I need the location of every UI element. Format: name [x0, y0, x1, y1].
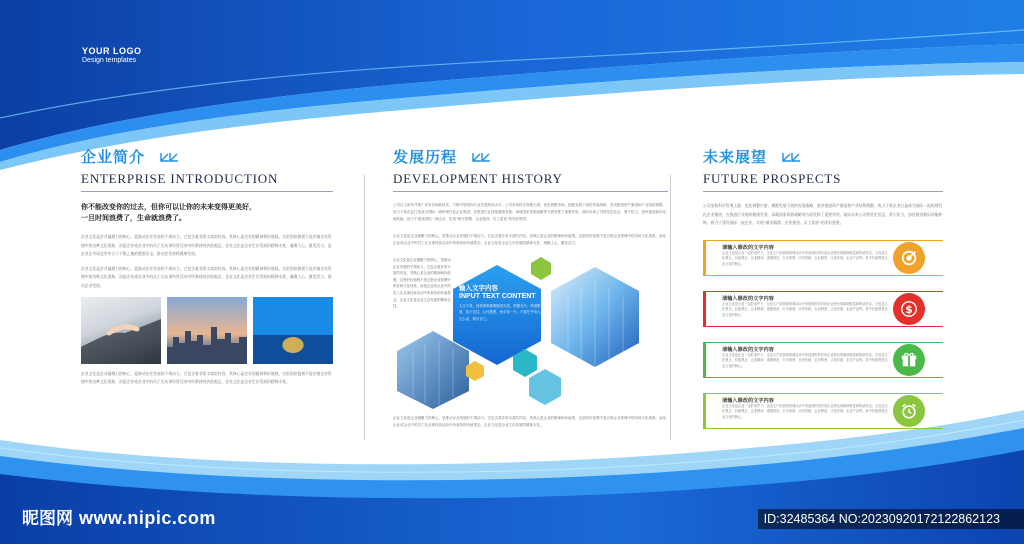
future-prospects-section	[703, 146, 943, 444]
future-en-title: FUTURE PROSPECTS	[703, 171, 842, 186]
card-title: 请输入修改的文字内容	[722, 346, 774, 353]
column-divider	[670, 175, 671, 440]
hexagon-title-en: INPUT TEXT CONTENT	[459, 293, 536, 300]
feature-card	[703, 240, 943, 276]
development-history-section	[393, 146, 668, 429]
divider	[703, 191, 943, 192]
arrow-down-left-icon	[471, 151, 491, 163]
intro-paragraph-2: 企业文化是企业凝聚力的核心，是推动企业发展的不竭动力。它包含着非常丰富的内容，其核心是企业的精神和价值观。这里的价值观不是泛指企业管理中的各种文化现象，而是企业或企业中的员工在从事经营活动中所秉持的价值观念，企业文化是企业生存发展的精神支柱，凝聚人心，激发活力，推动企业发展。	[81, 265, 332, 288]
hexagon-caption: 企业文化是企业凝聚力的核心，是推动企业发展的不竭动力。它包含着非常丰富的内容，其核心是企业的精神和价值观，这里的价值观不是泛指企业管理中的各种文化现象，而是企业或企业中的员工在从事经营活动中所秉持的价值观念，企业文化是企业生存发展的精神支柱。	[393, 258, 451, 309]
divider	[393, 191, 668, 192]
svg-text:$: $	[905, 302, 913, 316]
future-cn-title: 未来展望	[703, 148, 768, 166]
image-id-label: ID:32485364 NO:20230920172122862123	[758, 509, 1024, 529]
history-paragraph-2: 企业文化是企业凝聚力的核心，是推动企业发展的不竭动力。它包含着非常丰富的内容，其核心是企业的精神和价值观。这里的价值观不是泛指企业管理中的各种文化现象，而是企业或企业中的员工在从事经营活动中所秉持的价值观念，企业文化是企业生存发展的精神支柱，凝聚人心，激发活力。	[393, 234, 666, 245]
hexagon-text	[459, 283, 543, 322]
card-title: 请输入修改的文字内容	[722, 244, 774, 251]
site-name: 昵图网	[22, 509, 73, 529]
target-icon	[893, 242, 925, 274]
feature-card	[703, 291, 943, 327]
intro-en-title: ENTERPRISE INTRODUCTION	[81, 171, 279, 186]
slogan-line-2: 一旦时间浪费了，生命就浪费了。	[81, 213, 186, 222]
site-url: www.nipic.com	[79, 508, 216, 528]
feature-card	[703, 342, 943, 378]
site-watermark	[22, 504, 216, 529]
slogan	[81, 201, 333, 223]
slogan-line-1: 你不能改变你的过去，但你可以让你的未来变得更美好，	[81, 202, 256, 211]
intro-paragraph-1: 企业文化是企业凝聚力的核心，是推动企业发展的不竭动力。它包含着非常丰富的内容，其核心是企业的精神和价值观。这里的价值观不是泛指企业管理中的各种文化现象，而是企业或企业中的员工在从事经营活动中所秉持的价值观念。企业文化是企业生存发展的精神支柱，凝聚人心，激发活力，是企业在市场竞争中立于不败之地的重要法宝，推动企业持续健康发展。	[81, 234, 332, 257]
card-description: 企业文化是企业一定的条件下，企业生产经营和管理活动中所创造的具有该企业特色的精神财富和物质形态。它包括文化观念、价值观念、企业精神、道德规范、行为准则、历史传统、企业制度、文化环境、企业产品等。其中价值观是企业文化的核心。	[722, 301, 888, 317]
intro-paragraph-3: 企业文化是企业凝聚力的核心，是推动企业发展的不竭动力。它包含着非常丰富的内容，其核心是企业的精神和价值观。这里的价值观不是泛指企业管理中的各种文化现象，而是企业或企业中的员工在从事经营活动中所秉持的价值观念，企业文化是企业生存发展的精神支柱。	[81, 370, 332, 385]
finance-photo	[253, 297, 333, 364]
logo-title: YOUR LOGO	[82, 46, 142, 56]
card-description: 企业文化是企业一定的条件下，企业生产经营和管理活动中所创造的具有该企业特色的精神财富和物质形态。它包括文化观念、价值观念、企业精神、道德规范、行为准则、历史传统、企业制度、文化环境、企业产品等。其中价值观是企业文化的核心。	[722, 403, 888, 419]
dollar-icon	[893, 293, 925, 325]
card-accent-bar	[703, 342, 706, 378]
card-accent-bar	[703, 291, 706, 327]
enterprise-intro-section	[81, 146, 333, 387]
history-en-title: DEVELOPMENT HISTORY	[393, 171, 563, 186]
history-cn-title: 发展历程	[393, 148, 458, 166]
arrow-down-left-icon	[781, 151, 801, 163]
card-accent-bar	[703, 393, 706, 429]
feature-card	[703, 393, 943, 429]
handshake-photo	[81, 297, 161, 364]
logo-subtitle: Design templates	[82, 57, 137, 64]
card-accent-bar	[703, 240, 706, 276]
history-paragraph-3: 企业文化是企业凝聚力的核心，是推动企业发展的不竭动力。它包含着非常丰富的内容，其核心是企业的精神和价值观，这里的价值观不是泛指企业管理中的各种文化现象，而是企业或企业中的员工在从事经营活动中所秉持的价值观念，企业文化是企业生存发展的精神支柱。	[393, 416, 666, 427]
logo	[82, 46, 142, 64]
card-description: 企业文化是企业一定的条件下，企业生产经营和管理活动中所创造的具有该企业特色的精神财富和物质形态。它包括文化观念、价值观念、企业精神、道德规范、行为准则、历史传统、企业制度、文化环境、企业产品等。其中价值观是企业文化的核心。	[722, 250, 888, 266]
hexagon-title-cn: 输入文字内容	[459, 284, 498, 292]
hexagon-body: 人生不易，何须事事都要做到完美，把握今天，珍惜眼前，放下过往，心怀感恩，快乐每一天，不要在乎别人怎么说，做好自己。	[459, 304, 541, 321]
card-title: 请输入修改的文字内容	[722, 397, 774, 404]
gift-icon	[893, 344, 925, 376]
alarm-clock-icon	[893, 395, 925, 427]
arrow-down-left-icon	[159, 151, 179, 163]
card-description: 企业文化是企业一定的条件下，企业生产经营和管理活动中所创造的具有该企业特色的精神财富和物质形态。它包括文化观念、价值观念、企业精神、道德规范、行为准则、历史传统、企业制度、文化环境、企业产品等。其中价值观是企业文化的核心。	[722, 352, 888, 368]
hexagon-graphic	[393, 257, 668, 409]
feature-card-list	[703, 240, 943, 429]
photo-row	[81, 297, 333, 364]
column-divider	[364, 175, 365, 440]
card-title: 请输入修改的文字内容	[722, 295, 774, 302]
divider	[81, 191, 333, 192]
history-paragraph-1: 公司自主研发并推广应用各种新技术，不断引领国内行业先进制造水平。公司坚持科学管理上游、优化调整市场，拥抱发展下游的发展战略，坚决推进资产重组和产业结构调整，致力于将企业打造成为国际一流的现代化企业集团，在推进行业持续健康发展、承载国家资源战略等方面发挥了重要作用。面向未来公司将坚定信念，勇于担当，加快推进新旧动能转换，致力于建设国际一流企业，实现“做专做精、企业强劲、员工富裕”的美好愿景。	[393, 203, 666, 221]
future-paragraph-1: 公司坚持科学管理上游、优化调整中游、拥抱发展下游的发展战略，坚决推进资产重组和产业结构调整，致力于将企业打造成为国际一流的现代化企业集团，在推进行业持续健康发展、承载国家资源战略等方面发挥了重要作用。面向未来公司将坚定信念，勇于担当，加快推进新旧动能转换，致力于建设国际一流企业，实现“做专做精、企业强劲、员工富裕”的美好愿景。	[703, 203, 943, 226]
intro-cn-title: 企业简介	[81, 148, 146, 166]
city-skyline-photo	[167, 297, 247, 364]
